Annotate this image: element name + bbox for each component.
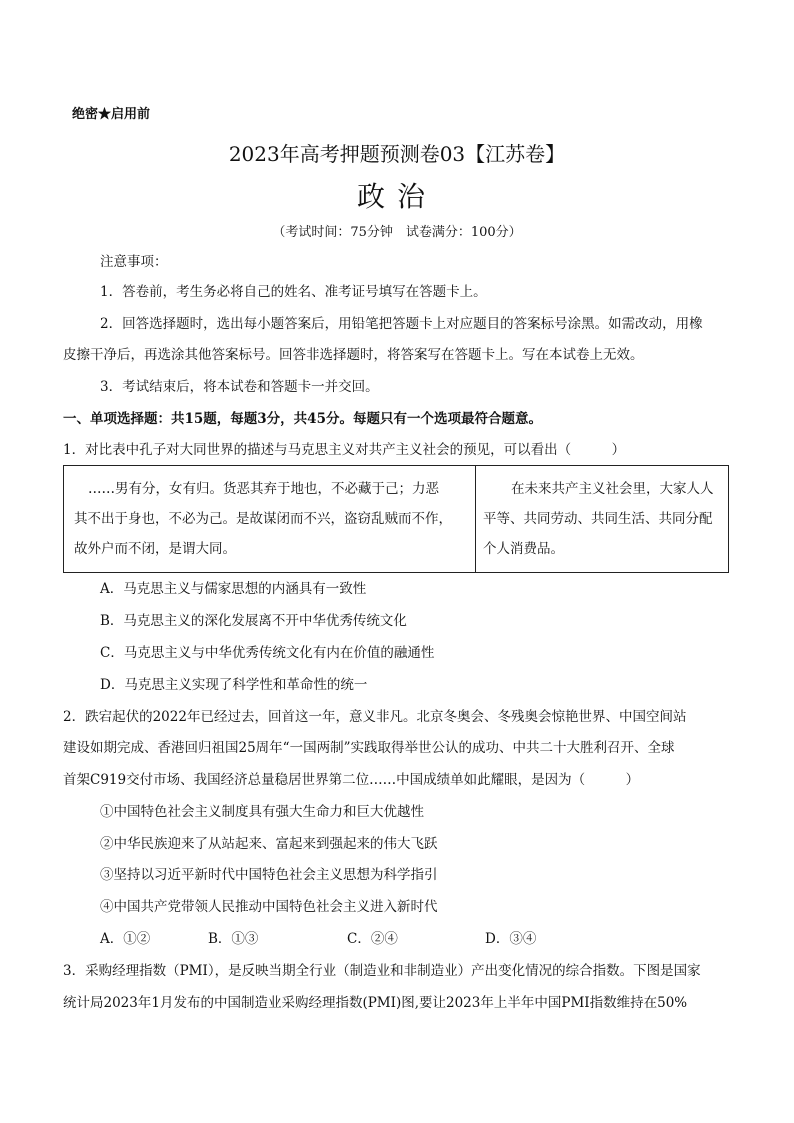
notice-item-2-line-1: 2．回答选择题时，选出每小题答案后，用铅笔把答题卡上对应题目的答案标号涂黑。如需改动，用橡: [100, 316, 703, 332]
table-cell-marxism: [483, 474, 728, 564]
question-1-option-b: B．马克思主义的深化发展离不开中华优秀传统文化: [100, 613, 407, 629]
exam-title: 2023年高考押题预测卷03【江苏卷】: [228, 142, 566, 166]
table-cell-line: ……男有分，女有归。货恶其弃于地也，不必藏于己；力恶: [88, 481, 439, 497]
table-cell-confucius: [74, 474, 469, 564]
question-2-item-4: ④中国共产党带领人民推动中国特色社会主义进入新时代: [100, 899, 438, 915]
question-2-option-a: A．①②: [100, 931, 151, 947]
question-2-option-c: C．②④: [347, 931, 398, 947]
question-1-stem: 1．对比表中孔子对大同世界的描述与马克思主义对共产主义社会的预见，可以看出（ ）: [63, 442, 626, 458]
exam-info: （考试时间：75分钟 试卷满分：100分）: [272, 225, 522, 240]
table-cell-line: 其不出于身也，不必为己。是故谋闭而不兴，盗窃乱贼而不作，: [74, 511, 452, 527]
confidential-label: 绝密★启用前: [72, 107, 151, 122]
table-cell-line: 平等、共同劳动、共同生活、共同分配: [483, 511, 713, 527]
question-2-option-b: B．①③: [208, 931, 259, 947]
question-3-stem-line-1: 3．采购经理指数（PMI），是反映当期全行业（制造业和非制造业）产出变化情况的综合指数。下图是国家: [63, 963, 701, 979]
notice-item-3: 3．考试结束后，将本试卷和答题卡一并交回。: [100, 379, 379, 395]
comparison-table: [63, 465, 729, 573]
question-1-option-c: C．马克思主义与中华优秀传统文化有内在价值的融通性: [100, 645, 435, 661]
notice-item-1: 1．答卷前，考生务必将自己的姓名、准考证号填写在答题卡上。: [100, 284, 487, 300]
section-heading: 一、单项选择题：共15题，每题3分，共45分。每题只有一个选项最符合题意。: [63, 411, 542, 427]
table-divider: [475, 466, 476, 572]
subject-title: 政治: [356, 180, 437, 213]
table-cell-line: 个人消费品。: [483, 541, 564, 557]
notice-item-2-line-2: 皮擦干净后，再选涂其他答案标号。回答非选择题时，将答案写在答题卡上。写在本试卷上无效。: [63, 347, 644, 363]
question-2-item-2: ②中华民族迎来了从站起来、富起来到强起来的伟大飞跃: [100, 836, 438, 852]
table-cell-line: 在未来共产主义社会里，大家人人: [511, 481, 714, 497]
question-2-item-1: ①中国特色社会主义制度具有强大生命力和巨大优越性: [100, 804, 424, 820]
question-2-stem-line-1: 2．跌宕起伏的2022年已经过去，回首这一年，意义非凡。北京冬奥会、冬残奥会惊艳世界、中国空间站: [63, 709, 687, 725]
table-cell-line: 故外户而不闭，是谓大同。: [74, 541, 236, 557]
question-1-option-d: D．马克思主义实现了科学性和革命性的统一: [100, 677, 368, 693]
question-2-stem-line-2: 建设如期完成、香港回归祖国25周年“一国两制”实践取得举世公认的成功、中共二十大胜利召开、全球: [63, 740, 675, 756]
question-2-stem-line-3: 首架C919交付市场、我国经济总量稳居世界第二位……中国成绩单如此耀眼，是因为（ ）: [63, 772, 640, 788]
question-1-option-a: A．马克思主义与儒家思想的内涵具有一致性: [100, 581, 367, 597]
question-2-item-3: ③坚持以习近平新时代中国特色社会主义思想为科学指引: [100, 867, 438, 883]
notice-heading: 注意事项：: [100, 254, 168, 270]
question-2-option-d: D．③④: [485, 931, 537, 947]
question-3-stem-line-2: 统计局2023年1月发布的中国制造业采购经理指数(PMI)图,要让2023年上半年中国PMI指数维持在50%: [63, 995, 688, 1011]
